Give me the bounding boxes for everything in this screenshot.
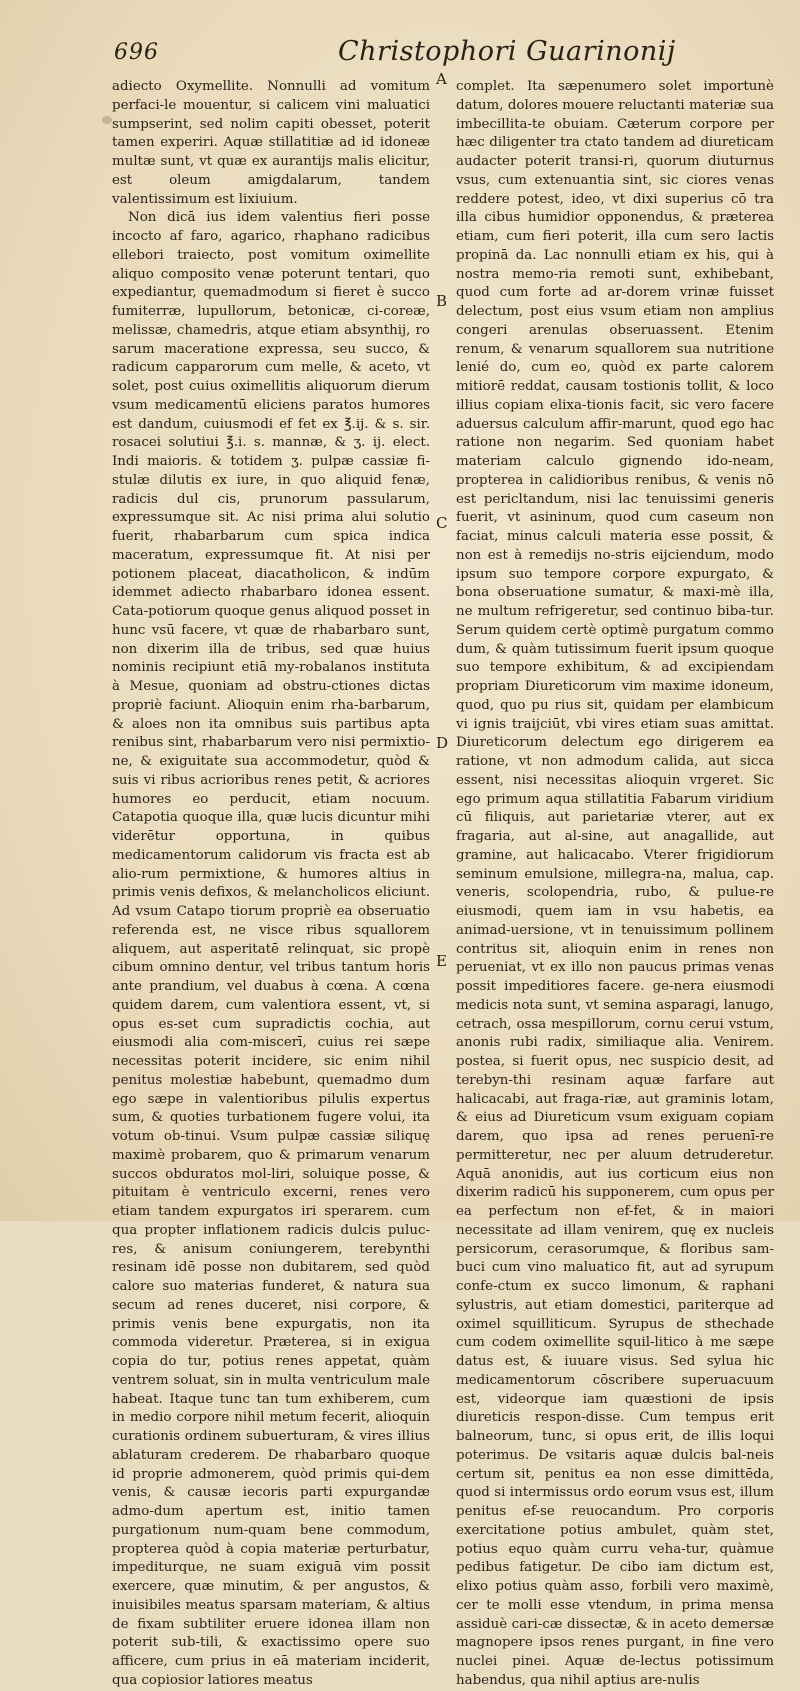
running-title: Christophori Guarinonij	[338, 36, 676, 67]
margin-marker-a: A	[436, 70, 447, 88]
folio-number: 696	[114, 40, 159, 65]
left-paragraph-2: Non dicā ius idem valentius fieri posse incocto af faro, agarico, rhaphano radicibus ellebori traiecto, post vomitum oximellite aliquo composito venæ poterunt tentari, quo expediantur, quemadmodum si fieret è succo fumiterræ, lupullorum, betonicæ, ci-coreæ, melissæ, chamedris, atque etiam absynthij, ro sarum maceratione expressa, seu succo, & radicum capparorum cum melle, & aceto, vt solet, post cuius oximellitis aliquorum dierum vsum medicamentū eliciens paratos humores est dandum, cuiusmodi ef fet ex ℥.ij. & s. sir. rosacei solutiui ℥.i. s. mannæ, & ʒ. ij. elect. Indi maioris. & totidem ʒ. pulpæ cassiæ fi-stulæ dilutis ex iure, in quo aliquid fenæ, radicis dul cis, prunorum passularum, expressumque sit. Ac nisi prima alui solutio fuerit, rhabarbarum cum spica indica maceratum, expressumque fit. At nisi per potionem placeat, diacatholicon, & indūm idemmet adiecto rhabarbaro idonea essent. Cata-potiorum quoque genus aliquod posset in hunc vsū facere, vt quæ de rhabarbaro sunt, non dixerim illa de tribus, sed quæ huius nominis recipiunt etiā my-robalanos instituta à Mesue, quoniam ad obstru-ctiones dictas propriè faciunt. Alioquin enim rha-barbarum, & aloes non ita omnibus suis partibus apta renibus sint, rhabarbarum vero nisi permixtio-ne, & exiguitate sua accommodetur, quòd & suis vi ribus acrioribus renes petit, & acriores humores eo perducit, etiam nocuum. Catapotia quoque illa, quæ lucis dicuntur mihi viderētur opportuna, in quibus medicamentorum calidorum vis fracta est ab alio-rum permixtione, & humores altius in primis venis defixos, & melancholicos eliciunt. Ad vsum Catapo tiorum propriè ea obseruatio referenda est, ne visce ribus squallorem aliquem, aut asperitatē relinquat, sic propè cibum omnino dentur, vel tribus tantum horis ante prandium, vel duabus à cœna. A cœna quidem darem, cum valentiora essent, vt, si opus es-set cum supradictis cochia, aut eiusmodi alia com-miscerī, cuius rei sæpe necessitas poterit incidere, sic enim nihil penitus molestiæ habebunt, quemadmo dum ego sæpe in valentioribus pilulis expertus sum, & quoties turbationem fugere volui, ita votum ob-tinui. Vsum pulpæ cassiæ siliquę maximè probarem, quo & primarum venarum succos obduratos mol-liri, soluique posse, & pituitam è ventriculo excerni, renes vero etiam tandem expurgatos iri sperarem. cum qua propter inflationem radicis dulcis puluc-res, & anisum coniungerem, terebynthi resinam idē posse non dubitarem, sed quòd calore suo materias funderet, & natura sua secum ad renes duceret, nisi corpore, & primis venis bene expurgatis, non ita commoda videretur. Præterea, si in exigua copia do tur, potius renes appetat, quàm ventrem soluat, sin in multa ventriculum male habeat. Itaque tunc tan tum exhiberem, cum in medio corpore nihil metum fecerit, alioquin curationis ordinem subuerturam, & vires illius ablaturam crederem. De rhabarbaro quoque id proprie admonerem, quòd primis qui-dem venis, & causæ iecoris parti expurgandæ admo-dum apertum est, initio tamen purgationum num-quam bene commodum, propterea quòd à copia materiæ perturbatur, impediturque, ne suam exiguā vim possit exercere, quæ minutim, & per angustos, & inuisibiles meatus sparsam materiam, & altius de fixam subtiliter eruere idonea illam non poterit sub-tili, & exactissimo opere suo afficere, cum prius in eā materiam inciderit, qua copiosior latiores meatus	[112, 210, 430, 1688]
margin-marker-e: E	[436, 952, 447, 970]
margin-marker-c: C	[436, 514, 448, 532]
page-header	[108, 36, 768, 74]
left-paragraph-1: adiecto Oxymellite. Nonnulli ad vomitum perfaci-le mouentur, si calicem vini maluatici sumpserint, sed nolim capiti obesset, poterit tamen experiri. Aquæ stillatitiæ ad id idoneæ multæ sunt, vt quæ ex aurantijs malis elicitur, est oleum amigdalarum, tandem valentissimum est lixiuium.	[112, 79, 430, 207]
left-column	[112, 78, 430, 1688]
right-paragraph-1: complet. Ita sæpenumero solet importunè datum, dolores mouere reluctanti materiæ sua imbecillita-te obuiam. Cæterum corpore per hæc diligenter tra ctato tandem ad diureticam audacter poterit transi-ri, quorum diuturnus vsus, cum extenuantia sint, sic ciores venas reddere potest, ideo, vt dixi superius cō tra illa cibus humidior opponendus, & præterea etiam, cum fieri poterit, illa cum sero lactis propinā da. Lac nonnulli etiam ex his, qui à nostra memo-ria remoti sunt, exhibebant, quod cum forte ad ar-dorem vrinæ fuisset delectum, post eius vsum etiam non amplius congeri arenulas obseruassent. Etenim renum, & venarum squallorem sua nutritione lenié do, cum eo, quòd ex parte calorem mitiorē reddat, causam tostionis tollit, & loco illius copiam elixa-tionis facit, sic vero facere aduersus calculum affir-marunt, quod ego hac ratione non negarim. Sed quoniam habet materiam calculo gignendo ido-neam, propterea in calidioribus renibus, & venis nō est pericltandum, nisi lac tenuissimi generis fuerit, vt asininum, quod cum caseum non faciat, minus calculi materia esse possit, & non est à remedijs no-stris eijciendum, modo ipsum suo tempore corpore expurgato, & bona obseruatione sumatur, & maxi-mè illa, ne multum refrigeretur, sed continuo biba-tur. Serum quidem certè optimè purgatum commo dum, & quàm tutissimum fuerit ipsum quoque suo tempore exhibitum, & ad excipiendam propriam Diureticorum vim maxime idoneum, quod, quo pu rius sit, quidam per elambicum vi ignis traijciūt, vbi vires etiam suas amittat. Diureticorum delectum ego dirigerem ea ratione, vt non admodum calida, aut sicca essent, nisi necessitas alioquin vrgeret. Sic ego primum aqua stillatitia Fabarum viridium cū filiquis, aut parietariæ vterer, aut ex fragaria, aut al-sine, aut anagallide, aut gramine, aut halicacabo. Vterer frigidiorum seminum emulsione, millegra-na, malua, cap. veneris, scolopendria, rubo, & pulue-re eiusmodi, quem iam in vsu habetis, ea animad-uersione, vt in tenuissimum pollinem contritus sit, alioquin enim in renes non perueniat, vt ex illo non paucus primas venas possit impeditiores facere. ge-nera eiusmodi medicis nota sunt, vt semina asparagi, lanugo, cetrach, ossa mespillorum, cornu cerui vstum, anonis rubi radix, similiaque alia. Venirem. postea, si fuerit opus, nec suspicio desit, ad terebyn-thi resinam aquæ farfare aut halicacabi, aut fraga-riæ, aut graminis lotam, & eius ad Diureticum vsum exiguam copiam darem, quo ipsa ad renes peruenī-re permitteretur, nec per aluum detruderetur. Aquā anonidis, aut ius corticum eius non dixerim radicū his supponerem, cum opus per ea perfectum non ef-fet, & in maiori necessitate ad illam venirem, quę ex nucleis persicorum, cerasorumque, & floribus sam-buci cum vino maluatico fit, aut ad syrupum confe-ctum ex succo limonum, & raphani sylustris, aut etiam domestici, pariterque ad oximel squilliticum. Syrupus de sthechade cum codem oximellite squil-litico à me sæpe datus est, & iuuare visus. Sed sylua hic medicamentorum cōscribere superuacuum est, videorque iam quæstioni de ipsis diureticis respon-disse. Cum tempus erit balneorum, tunc, si opus erit, de illis loqui poterimus. De vsitaris aquæ dulcis bal-neis certum sit, penitus ea non esse dimittēda, quod si intermissus ordo eorum vsus est, illum penitus ef-se reuocandum. Pro corporis exercitatione potius ambulet, quàm stet, potius equo quàm curru veha-tur, quàmue pedibus fatigetur. De cibo iam dictum est, elixo potius quàm asso, forbili vero maximè, cer te molli esse vtendum, in prima mensa assiduè cari-cæ dissectæ, & in aceto demersæ magnopere ipsos renes purgant, in fine vero nuclei pinei. Aquæ de-lectus potissimum habendus, qua nihil aptius are-nulis	[456, 79, 774, 1688]
right-column	[456, 78, 774, 1688]
margin-marker-d: D	[436, 734, 449, 752]
margin-marker-b: B	[436, 292, 448, 310]
ink-blot	[102, 116, 112, 124]
